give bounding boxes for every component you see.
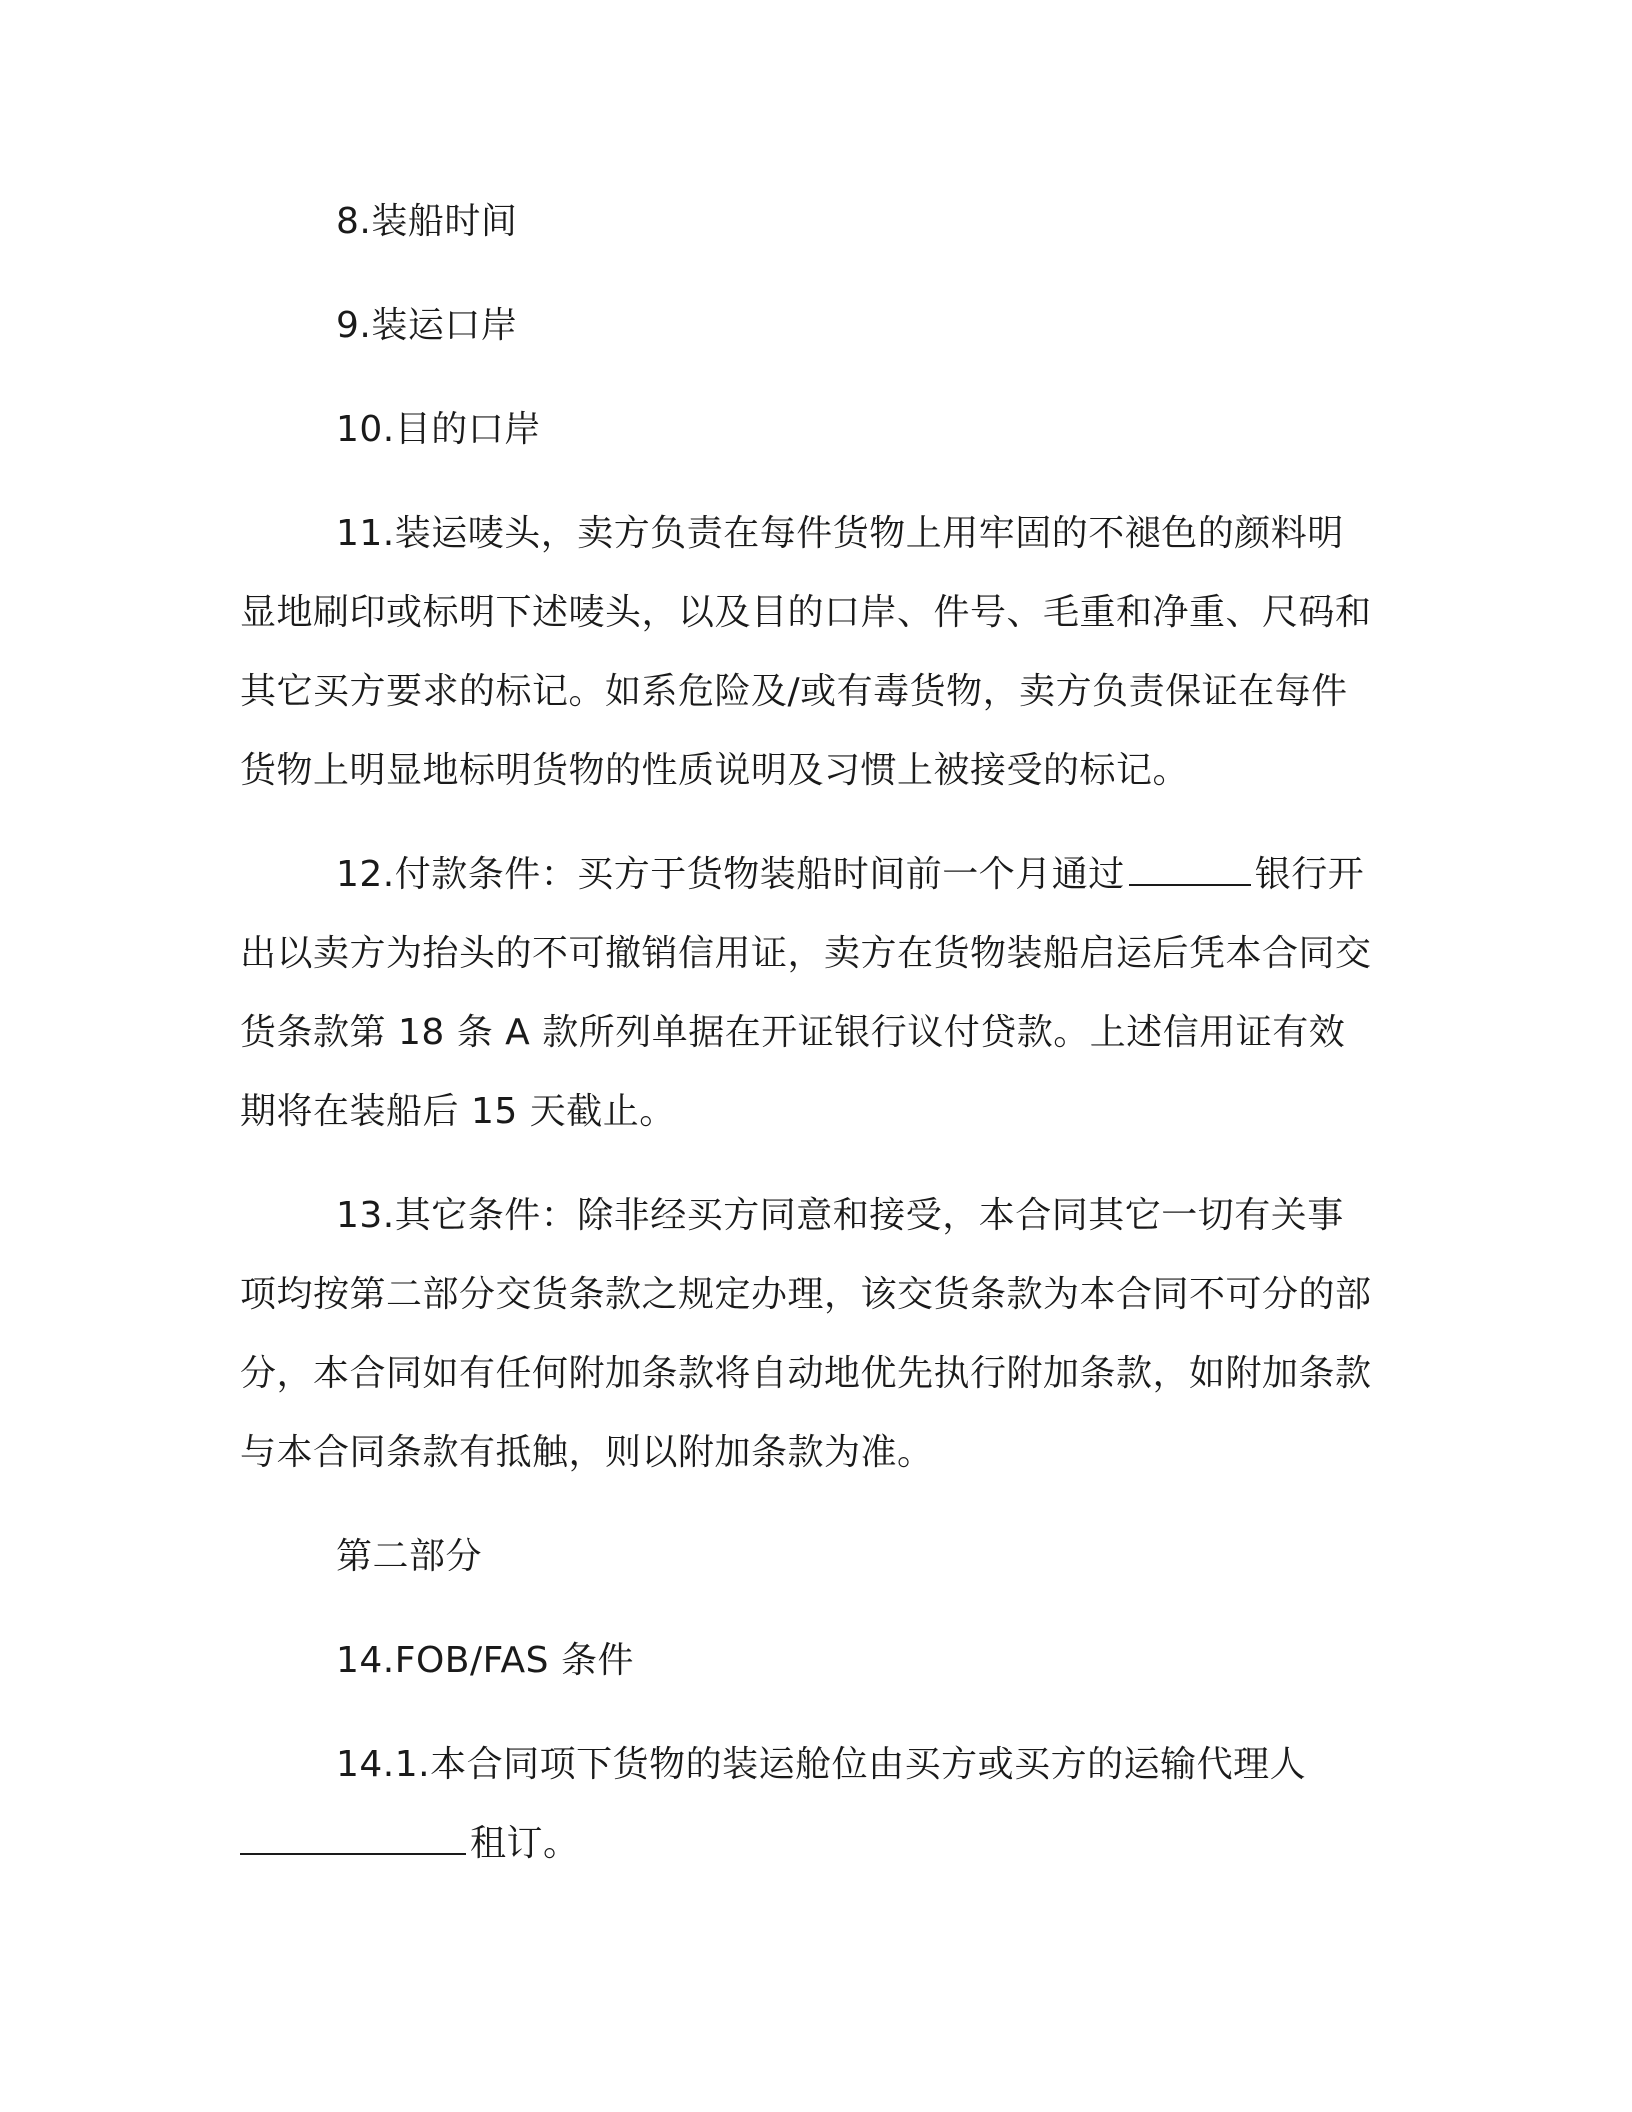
clause-9-loading-port: 9.装运口岸 (336, 305, 518, 346)
clause-11-shipping-marks: 11.装运唛头，卖方负责在每件货物上用牢固的不褪色的颜料明显地刷印或标明下述唛头，以及目的口岸、件号、毛重和净重、尺码和其它买方要求的标记。如系危险及/或有毒货物，卖方负责保证在每件货物上明显地标明货物的性质说明及习惯上被接受的标记。 (240, 513, 1372, 791)
clause-8-shipment-time: 8.装船时间 (336, 201, 518, 242)
clause-14-1-text-end: 租订。 (470, 1823, 580, 1864)
bank-name-blank[interactable] (1129, 852, 1251, 886)
clause-14-1-text-start: 14.1.本合同项下货物的装运舱位由买方或买方的运输代理人 (336, 1744, 1307, 1785)
document-body (240, 182, 1380, 1908)
clause-14-1-booking (240, 1725, 1380, 1883)
clause-12-text-start: 12.付款条件：买方于货物装船时间前一个月通过 (336, 854, 1125, 895)
clause-12-text-rest: 银行开出以卖方为抬头的不可撤销信用证，卖方在货物装船启运后凭本合同交货条款第 18 条 A 款所列单据在开证银行议付贷款。上述信用证有效期将在装船后 15 天截止。 (240, 854, 1372, 1132)
shipping-agent-blank[interactable] (240, 1821, 466, 1855)
clause-13-other-conditions: 13.其它条件：除非经买方同意和接受，本合同其它一切有关事项均按第二部分交货条款之规定办理，该交货条款为本合同不可分的部分，本合同如有任何附加条款将自动地优先执行附加条款，如附加条款与本合同条款有抵触，则以附加条款为准。 (240, 1195, 1372, 1473)
clause-12-payment-terms (240, 835, 1380, 1151)
clause-14-fob-fas-heading: 14.FOB/FAS 条件 (336, 1640, 634, 1681)
part-two-heading: 第二部分 (336, 1536, 483, 1577)
clause-10-destination-port: 10.目的口岸 (336, 409, 541, 450)
